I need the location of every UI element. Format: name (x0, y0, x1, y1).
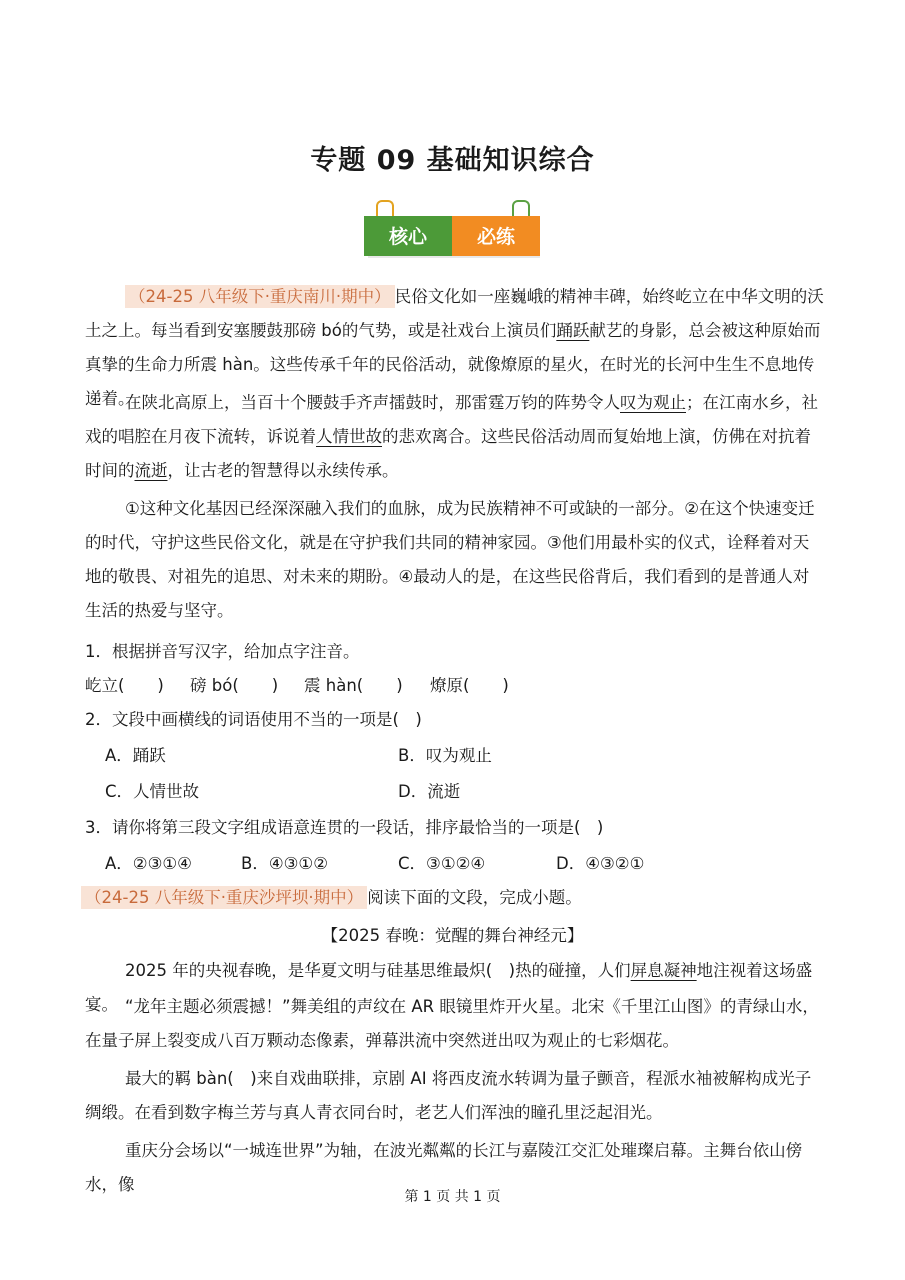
q2-option-c[interactable]: C．人情世故 (105, 782, 200, 801)
q2-option-b[interactable]: B．叹为观止 (398, 746, 492, 765)
section1-paragraph-3: ①这种文化基因已经深深融入我们的血脉，成为民族精神不可或缺的一部分。②在这个快速变迁的时代，守护这些民俗文化，就是在守护我们共同的精神家园。③他们用最朴实的仪式，诠释着对天地的敬畏、对祖先的追思、对未来的期盼。④最动人的是，在这些民俗背后，我们看到的是普通人对生活的热爱与坚守。 (85, 499, 815, 620)
page-title: 专题 09 基础知识综合 (310, 145, 595, 176)
text: 民俗文化如一座巍峨的精神丰碑，始终屹立在中华文明的沃土之上。每当看到安塞腰鼓那磅 bó的气势，或是社戏台上演员们 (85, 287, 824, 340)
text: 在陕北高原上，当百十个腰鼓手齐声擂鼓时，那雷霆万钧的阵势令人 (125, 393, 620, 412)
q3-option-a[interactable]: A．②③①④ (105, 854, 192, 873)
underlined-word: 叹为观止 (620, 393, 686, 412)
question-1: 1．根据拼音写汉字，给加点字注音。 (85, 642, 360, 661)
underlined-word: 人情世故 (316, 427, 382, 446)
q2-option-d[interactable]: D．流逝 (398, 782, 461, 801)
core-practice-badge (364, 196, 540, 260)
q1-item: 屹立( ) (85, 676, 164, 695)
section2-paragraph-2: “龙年主题必须震撼！”舞美组的声纹在 AR 眼镜里炸开火星。北宋《千里江山图》的青绿山水，在量子屏上裂变成八百万颗动态像素，弹幕洪流中突然迸出叹为观止的七彩烟花。 (85, 997, 819, 1050)
q3-option-b[interactable]: B．④③①② (241, 854, 328, 873)
text: 的悲欢离合。这些民俗活动周而复始地上演，仿佛在对抗着时间的 (85, 427, 811, 480)
q3-option-d[interactable]: D．④③②① (556, 854, 645, 873)
text: 2025 年的央视春晚，是华夏文明与硅基思维最炽( )热的碰撞，人们 (125, 961, 631, 980)
section2-paragraph-3: 最大的羁 bàn( )来自戏曲联排，京剧 AI 将西皮流水转调为量子颤音，程派水袖被解构成光子绸缎。在看到数字梅兰芳与真人青衣同台时，老艺人们浑浊的瞳孔里泛起泪光。 (85, 1069, 812, 1122)
q1-item: 磅 bó( ) (190, 676, 279, 695)
q1-item: 燎原( ) (430, 676, 509, 695)
q1-item: 震 hàn( ) (304, 676, 403, 695)
badge-left-label: 核心 (388, 226, 427, 248)
section2-paragraph-4: 重庆分会场以“一城连世界”为轴，在波光粼粼的长江与嘉陵江交汇处璀璨启幕。主舞台依山傍水，像 (85, 1141, 803, 1194)
section2-heading: 【2025 春晚：觉醒的舞台神经元】 (321, 926, 584, 945)
section2-header (81, 886, 582, 910)
q3-option-c[interactable]: C．③①②④ (398, 854, 486, 873)
text: ，让古老的智慧得以永续传承。 (167, 461, 399, 480)
underlined-word: 踊跃 (556, 321, 590, 340)
question-2: 2．文段中画横线的词语使用不当的一项是( ) (85, 710, 422, 729)
badge-right-label: 必练 (476, 226, 515, 248)
text: 献艺的身影，总会被这种原始而真挚的生命力所震 hàn。这些传承千年的民俗活动，就像燎原的星火，在时光的长河中生生不息地传递着。 (85, 321, 821, 408)
text: 地注视着这场盛宴。 (85, 961, 813, 1014)
page-footer: 第 1 页 共 1 页 (404, 1189, 501, 1205)
q2-option-a[interactable]: A．踊跃 (105, 746, 166, 765)
source-tag: （24-25 八年级下·重庆南川·期中） (125, 285, 395, 308)
source-tag: （24-25 八年级下·重庆沙坪坝·期中） (81, 886, 367, 909)
underlined-word: 流逝 (134, 461, 168, 480)
underlined-word: 屏息凝神 (630, 961, 697, 980)
question-3: 3．请你将第三段文字组成语意连贯的一段话，排序最恰当的一项是( ) (85, 818, 604, 837)
intro-text: 阅读下面的文段，完成小题。 (367, 888, 582, 907)
section1-paragraph-2 (85, 386, 825, 488)
text: ；在江南水乡，社戏的唱腔在月夜下流转，诉说着 (85, 393, 818, 446)
